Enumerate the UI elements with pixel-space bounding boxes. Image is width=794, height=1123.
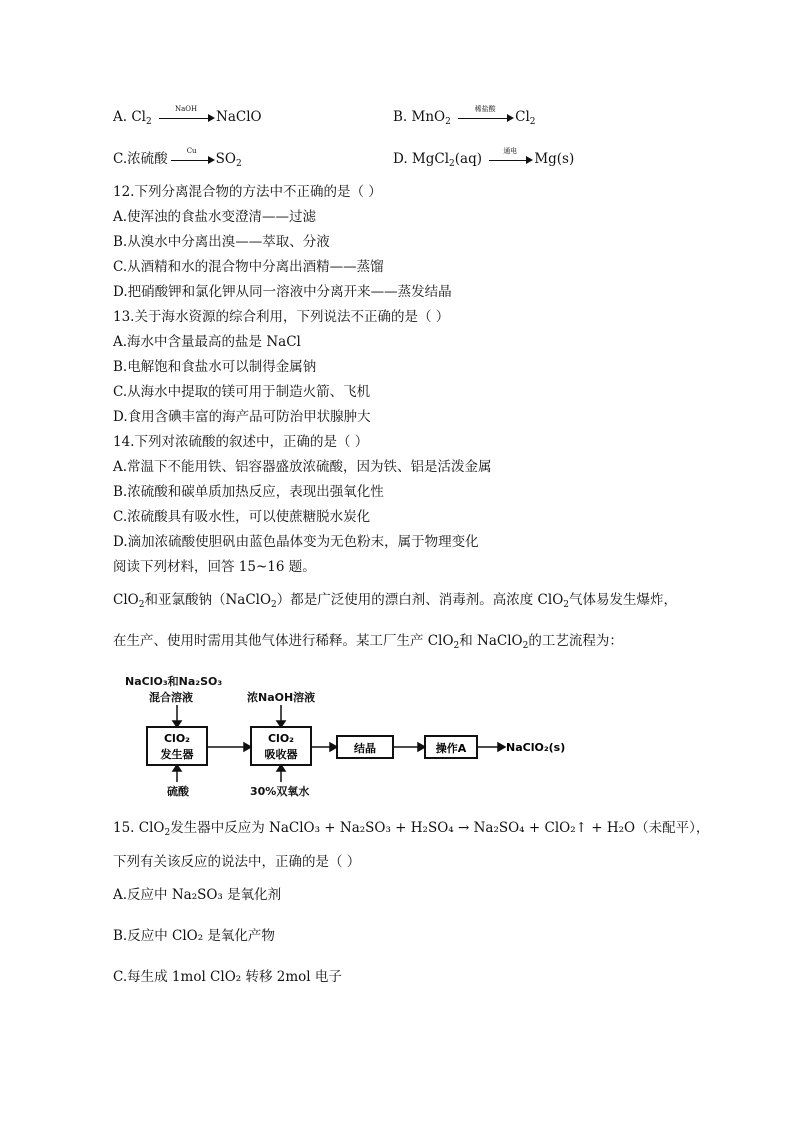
opt-a-sub: 2: [145, 117, 152, 127]
reaction-arrow: [456, 105, 514, 126]
q13-option-d: D.食用含碘丰富的海产品可防治甲状腺肿大: [113, 409, 371, 425]
mat-text: 在生产、使用时需用其他气体进行稀释。某工厂生产 ClO: [113, 633, 454, 649]
q12-stem: 12.下列分离混合物的方法中不正确的是（ ）: [113, 184, 382, 200]
mat-text: 和 NaClO: [459, 633, 523, 649]
option-d-top: [393, 147, 575, 173]
q14-option-c: C.浓硫酸具有吸水性，可以使蔗糖脱水炭化: [113, 509, 371, 525]
box3-text: 结晶: [354, 742, 376, 755]
box1-text-2: 发生器: [160, 748, 194, 761]
q12-option-b: B.从溴水中分离出溴——萃取、分液: [113, 234, 330, 250]
output-text: NaClO₂(s): [506, 741, 566, 754]
mat-text: 气体易发生爆炸，: [569, 592, 678, 608]
q13-option-a: A.海水中含量最高的盐是 NaCl: [113, 334, 301, 350]
q14-option-a: A.常温下不能用铁、铝容器盛放浓硫酸，因为铁、铝是活泼金属: [113, 459, 492, 475]
reaction-arrow: [487, 147, 533, 168]
option-c-top: [113, 147, 242, 173]
opt-b-label: B. MnO: [393, 109, 446, 125]
opt-c-product: SO: [215, 151, 236, 167]
option-a-top: [113, 105, 262, 131]
box2-text-1: ClO₂: [267, 732, 295, 745]
feed2-text: 浓NaOH溶液: [247, 691, 316, 704]
flow-svg: [125, 672, 645, 802]
q15-option-a: A.反应中 Na₂SO₃ 是氧化剂: [113, 887, 282, 903]
q13-stem: 13.关于海水资源的综合利用，下列说法不正确的是（ ）: [113, 309, 450, 325]
arrow-condition: Cu: [186, 147, 197, 155]
arrowhead: [244, 743, 251, 751]
q13-option-c: C.从海水中提取的镁可用于制造火箭、飞机: [113, 384, 371, 400]
q14-option-d: D.滴加浓硫酸使胆矾由蓝色晶体变为无色粉末，属于物理变化: [113, 534, 479, 550]
q14-stem: 14.下列对浓硫酸的叙述中，正确的是（ ）: [113, 434, 369, 450]
mat-text: 和亚氯酸钠（NaClO: [144, 592, 272, 608]
box2-text-2: 吸收器: [264, 748, 298, 761]
process-flow-diagram: [125, 672, 645, 802]
opt-a-label: A. Cl: [113, 109, 146, 125]
q15-option-c: C.每生成 1mol ClO₂ 转移 2mol 电子: [113, 969, 342, 985]
arrowhead: [418, 743, 425, 751]
bottom1-text: 硫酸: [167, 785, 189, 798]
q15-option-b: B.反应中 ClO₂ 是氧化产物: [113, 928, 275, 944]
q15-equation: 发生器中反应为 NaClO₃ + Na₂SO₃ + H₂SO₄ → Na₂SO₄ + ClO₂↑ + H₂O（未配平），: [170, 820, 710, 836]
q15-prefix: 15. ClO: [113, 820, 165, 836]
arrowhead: [498, 743, 505, 751]
box4-text: 操作A: [435, 742, 467, 755]
mat-sub: 2: [138, 600, 145, 610]
opt-c-label: C.浓硫酸: [113, 151, 168, 167]
opt-b-psub: 2: [529, 117, 536, 127]
mat-sub: 2: [563, 600, 570, 610]
opt-d-sub: 2: [449, 159, 455, 169]
mat-text: 的工艺流程为：: [528, 633, 623, 649]
mat-sub: 2: [271, 600, 277, 610]
opt-b-product: Cl: [515, 109, 530, 125]
q12-option-a: A.使浑浊的食盐水变澄清——过滤: [113, 209, 317, 225]
q15-sub: 2: [164, 828, 171, 838]
q13-option-b: B.电解饱和食盐水可以制得金属钠: [113, 359, 317, 375]
bottom2-text: 30%双氧水: [250, 785, 310, 798]
mat-text: ）都是广泛使用的漂白剂、消毒剂。高浓度 ClO: [276, 592, 564, 608]
arrow-condition: 稀盐酸: [474, 105, 496, 113]
arrowhead: [330, 743, 337, 751]
mat-sub: 2: [522, 641, 529, 651]
opt-d-product: Mg(s): [534, 151, 575, 167]
reading-instruction: 阅读下列材料，回答 15~16 题。: [113, 559, 316, 575]
opt-b-sub: 2: [445, 117, 451, 127]
opt-c-psub: 2: [235, 159, 242, 169]
reaction-arrow: [157, 105, 215, 126]
q12-option-c: C.从酒精和水的混合物中分离出酒精——蒸馏: [113, 259, 384, 275]
reaction-arrow: [169, 147, 215, 168]
opt-d-mid: (aq): [454, 151, 483, 167]
arrow-condition: 通电: [503, 147, 518, 155]
material-line-1: [113, 591, 677, 614]
q15-stem-line-1: [113, 819, 709, 842]
mat-text: ClO: [113, 592, 139, 608]
q12-option-d: D.把硝酸钾和氯化钾从同一溶液中分离开来——蒸发结晶: [113, 284, 452, 300]
option-b-top: [393, 105, 536, 131]
mat-sub: 2: [453, 641, 460, 651]
opt-a-product: NaClO: [216, 109, 262, 125]
q14-option-b: B.浓硫酸和碳单质加热反应，表现出强氧化性: [113, 484, 384, 500]
box1-text-1: ClO₂: [163, 732, 191, 745]
opt-d-label: D. MgCl: [393, 151, 450, 167]
feed1-text-1: NaClO₃和Na₂SO₃: [125, 675, 223, 688]
feed1-text-2: 混合溶液: [149, 691, 193, 704]
material-line-2: [113, 632, 623, 655]
q15-stem-line-2: 下列有关该反应的说法中，正确的是（ ）: [113, 854, 361, 870]
arrow-condition: NaOH: [174, 105, 198, 113]
